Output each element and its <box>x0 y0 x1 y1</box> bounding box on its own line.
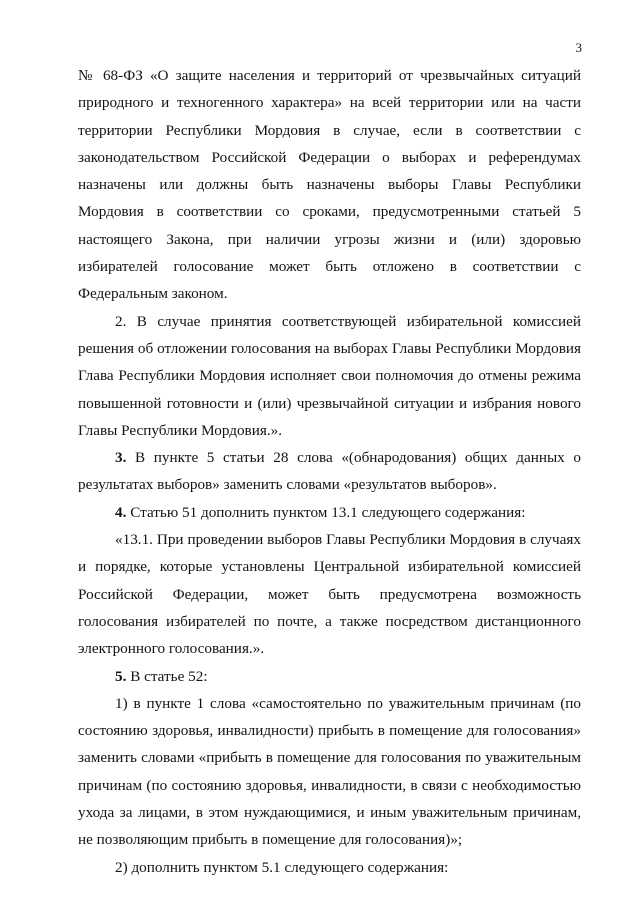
paragraph-item-3: 3. В пункте 5 статьи 28 слова «(обнародования) общих данных о результатах выборов» заменить словами «результатов выборов». <box>78 449 581 494</box>
paragraph-quote-13-1: «13.1. При проведении выборов Главы Республики Мордовия в случаях и порядке, которые установлены Центральной избирательной комиссией Российской Федерации, может быть предусмотрена возможность голосования избирателей по почте, а также посредством дистанционного электронного голосования.». <box>78 531 581 658</box>
paragraph-item-2: 2. В случае принятия соответствующей избирательной комиссией решения об отложении голосования на выборах Главы Республики Мордовия Глава Республики Мордовия исполняет свои полномочия до отмены режима повышенной готовности и (или) чрезвычайной ситуации и избрания нового Главы Республики Мордовия.». <box>78 312 581 439</box>
paragraph-continuation: № 68-ФЗ «О защите населения и территорий от чрезвычайных ситуаций природного и техногенного характера» на всей территории или на части территории Республики Мордовия в случае, если в соответствии с законодательством Российской Федерации о выборах и референдумах назначены или должны быть назначены выборы Главы Республики Мордовия в соответствии со сроками, предусмотренными статьей 5 настоящего Закона, при наличии угрозы жизни и (или) здоровью избирателей голосование может быть отложено в соответствии с Федеральным законом. <box>78 67 581 303</box>
paragraph-subitem-2: 2) дополнить пунктом 5.1 следующего содержания: <box>115 858 449 876</box>
item-number: 3. <box>115 449 127 467</box>
page-number: 3 <box>575 40 582 55</box>
paragraph-item-4: 4. Статью 51 дополнить пунктом 13.1 следующего содержания: <box>115 503 526 521</box>
item-number: 5. <box>115 667 127 685</box>
document-body <box>78 62 581 881</box>
item-number: 4. <box>115 503 127 521</box>
paragraph-subitem-1: 1) в пункте 1 слова «самостоятельно по уважительным причинам (по состоянию здоровья, инвалидности) прибыть в помещение для голосования» заменить словами «прибыть в помещение для голосования по уважительным причинам (по состоянию здоровья, инвалидности, в связи с необходимостью ухода за лицами, в этом нуждающимися, и иным уважительным причинам, не позволяющим прибыть в помещение для голосования)»; <box>78 694 581 849</box>
paragraph-item-5: 5. В статье 52: <box>115 667 208 685</box>
